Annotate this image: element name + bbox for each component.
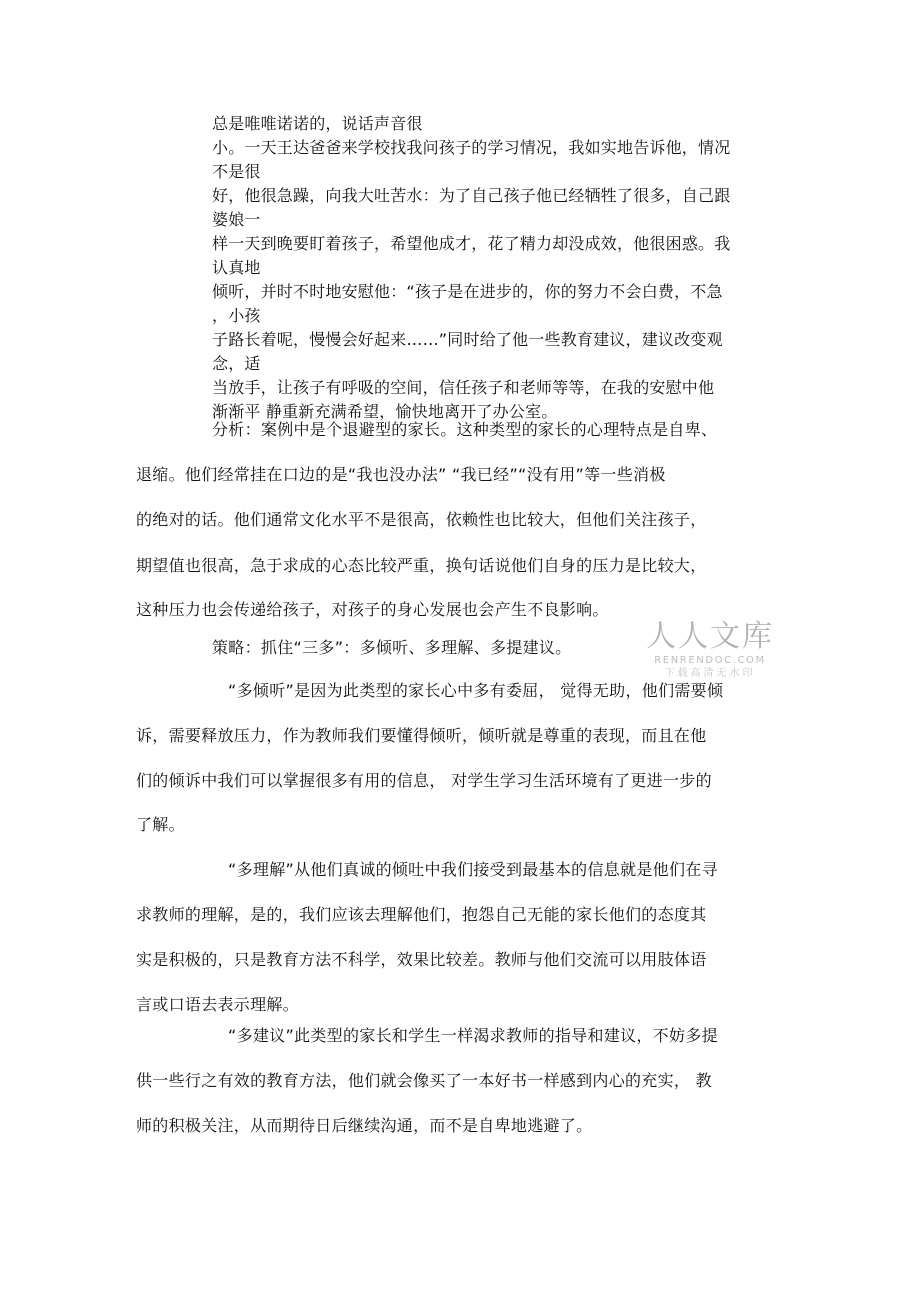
paragraph-line: 期望值也很高，急于求成的心态比较严重，换句话说他们自身的压力是比较大，: [136, 556, 707, 575]
intro-narrative: [212, 112, 772, 424]
paragraph-line: 言或口语去表示理解。: [136, 995, 300, 1014]
intro-line: 念，适: [212, 354, 261, 373]
strategy-line: 策略：抓住“三多”：多倾听、多理解、多提建议。: [212, 638, 572, 657]
intro-line: 小。一天王达爸爸来学校找我问孩子的学习情况，我如实地告诉他，情况: [212, 138, 731, 157]
intro-line: 样一天到晚要盯着孩子，希望他成才，花了精力却没成效，他很困惑。我: [212, 234, 731, 253]
paragraph-line: 实是积极的，只是教育方法不科学，效果比较差。教师与他们交流可以用肢体语: [136, 950, 707, 969]
intro-line: 总是唯唯诺诺的，说话声音很: [212, 114, 423, 133]
intro-line: ，小孩: [212, 306, 261, 325]
paragraph-line: 诉，需要释放压力，作为教师我们要懂得倾听，倾听就是尊重的表现，而且在他: [136, 726, 707, 745]
paragraph-line: 的绝对的话。他们通常文化水平不是很高，依赖性也比较大，但他们关注孩子，: [136, 510, 707, 529]
paragraph-line: “多建议”此类型的家长和学生一样渴求教师的指导和建议，不妨多提: [228, 1026, 718, 1045]
intro-line: 认真地: [212, 258, 261, 277]
intro-line: 婆娘一: [212, 210, 261, 229]
paragraph-line: 供一些行之有效的教育方法，他们就会像买了一本好书一样感到内心的充实， 教: [136, 1071, 712, 1090]
paragraph-line: “多倾听”是因为此类型的家长心中多有委屈， 觉得无助，他们需要倾: [228, 681, 724, 700]
paragraph-line: 分析：案例中是个退避型的家长。这种类型的家长的心理特点是自卑、: [212, 420, 718, 439]
paragraph-line: 们的倾诉中我们可以掌握很多有用的信息， 对学生学习生活环境有了更进一步的: [136, 771, 712, 790]
intro-line: 当放手，让孩子有呼吸的空间，信任孩子和老师等等，在我的安慰中他: [212, 378, 715, 397]
paragraph-line: 师的积极关注，从而期待日后继续沟通，而不是自卑地逃避了。: [136, 1116, 593, 1135]
paragraph-line: 退缩。他们经常挂在口边的是“我也没办法” “我已经”“没有用”等一些消极: [136, 465, 666, 484]
watermark-logo: [646, 620, 774, 680]
watermark-tag: 下载高清无水印: [664, 668, 756, 679]
intro-line: 不是很: [212, 162, 261, 181]
intro-line: 倾听，并时不时地安慰他：“孩子是在进步的，你的努力不会白费，不急: [212, 282, 723, 301]
watermark-title: 人人文库: [646, 619, 774, 654]
paragraph-line: “多理解”从他们真诚的倾吐中我们接受到最基本的信息就是他们在寻: [228, 860, 718, 879]
paragraph-line: 这种压力也会传递给孩子，对孩子的身心发展也会产生不良影响。: [136, 600, 609, 619]
intro-line: 子路长着呢，慢慢会好起来……”同时给了他一些教育建议，建议改变观: [212, 330, 723, 349]
intro-line: 渐渐平 静重新充满希望，愉快地离开了办公室。: [212, 402, 558, 421]
watermark-domain: RENRENDOC.COM: [654, 655, 766, 666]
intro-line: 好，他很急躁，向我大吐苦水：为了自己孩子他已经牺牲了很多，自己跟: [212, 186, 731, 205]
paragraph-line: 求教师的理解，是的，我们应该去理解他们，抱怨自己无能的家长他们的态度其: [136, 905, 707, 924]
paragraph-line: 了解。: [136, 815, 185, 834]
